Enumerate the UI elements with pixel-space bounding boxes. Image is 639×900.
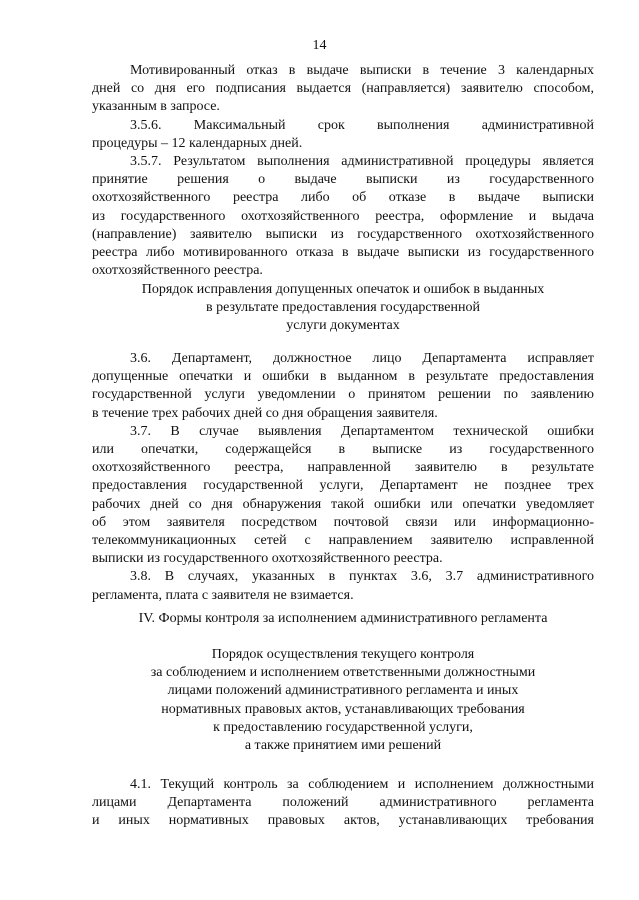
text-line: в течение трех рабочих дней со дня обращения заявителя. — [92, 405, 438, 421]
text-line: регламента, плата с заявителя не взимается. — [92, 587, 354, 603]
heading-line: Порядок исправления допущенных опечаток и ошибок в выданных — [141, 282, 545, 297]
section-heading-current-control — [92, 646, 594, 755]
text-line: или опечатки, содержащейся в выписке из государственного — [92, 442, 594, 458]
text-line: допущенные опечатки и ошибки в выданном в результате предоставления — [92, 369, 594, 385]
text-line: государственной услуги уведомлении о принятом решении по заявлению — [92, 387, 594, 403]
text-line: охотхозяйственного реестра, направленной заявителю в результате — [92, 460, 594, 476]
paragraph-block-4-1 — [92, 776, 594, 831]
text-line: 3.8. В случаях, указанных в пунктах 3.6, 3.7 административного — [130, 569, 594, 585]
text-line: охотхозяйственного реестра либо об отказе в выдаче выписки — [92, 190, 594, 206]
text-line: 4.1. Текущий контроль за соблюдением и исполнением должностными — [130, 777, 594, 792]
heading-line: а также принятием ими решений — [244, 738, 442, 754]
text-line: реестра либо мотивированного отказа в выдаче выписки из государственного — [92, 245, 594, 261]
text-line: предоставления государственной услуги, Департамент не позднее трех — [92, 478, 594, 494]
text-line: дней со дня его подписания выдается (направляется) заявителю способом, — [92, 81, 594, 97]
text-line: указанным в запросе. — [92, 99, 220, 115]
text-line: выписки из государственного охотхозяйственного реестра. — [92, 551, 443, 567]
heading-line: лицами положений административного регламента и иных — [167, 683, 519, 699]
heading-line: Порядок осуществления текущего контроля — [211, 647, 475, 662]
text-line: Мотивированный отказ в выдаче выписки в течение 3 календарных — [130, 63, 594, 78]
text-line: лицами Департамента положений административного регламента — [92, 795, 594, 811]
section-title-iv: IV. Формы контроля за исполнением административного регламента — [138, 611, 548, 626]
heading-line: за соблюдением и исполнением ответственными должностными — [150, 665, 536, 681]
text-line: 3.6. Департамент, должностное лицо Департамента исправляет — [130, 351, 594, 366]
text-line: принятие решения о выдаче выписки из государственного — [92, 172, 594, 188]
heading-line: услуги документах — [286, 318, 400, 334]
heading-line: в результате предоставления государственной — [206, 300, 480, 316]
heading-line: нормативных правовых актов, устанавливающих требования — [161, 701, 525, 717]
text-line: 3.7. В случае выявления Департаментом технической ошибки — [130, 423, 594, 439]
section-heading-error-correction — [92, 281, 594, 336]
paragraph-block-3-6-3-8 — [92, 350, 594, 605]
text-line: и иных нормативных правовых актов, устанавливающих требования — [92, 813, 594, 829]
text-line: охотхозяйственного реестра. — [92, 263, 263, 279]
text-line: об этом заявителя посредством почтовой связи или информационно- — [92, 514, 594, 530]
text-line: 3.5.7. Результатом выполнения административной процедуры является — [130, 154, 594, 170]
heading-line: к предоставлению государственной услуги, — [213, 719, 473, 735]
text-line: 3.5.6. Максимальный срок выполнения административной — [130, 117, 594, 133]
text-line: (направление) заявителю выписки из государственного охотхозяйственного — [92, 226, 594, 242]
paragraph-block-3-5 — [92, 62, 594, 280]
text-line: процедуры – 12 календарных дней. — [92, 135, 303, 151]
text-line: телекоммуникационных сетей с направлением заявителю исправленной — [92, 533, 594, 549]
text-line: рабочих дней со дня обнаружения такой ошибки или опечатки уведомляет — [92, 496, 594, 512]
text-line: из государственного охотхозяйственного реестра, оформление и выдача — [92, 208, 594, 224]
page-number: 14 — [312, 38, 327, 53]
